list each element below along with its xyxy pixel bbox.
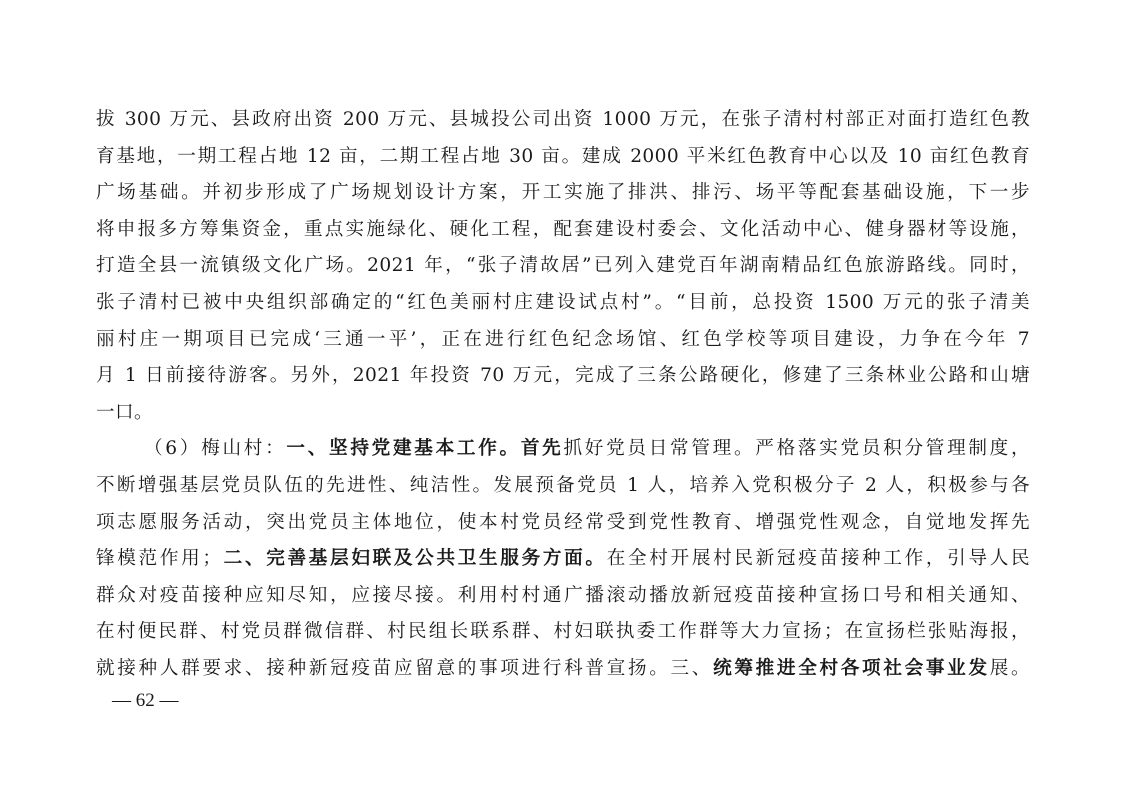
- paragraph-zhangziqing-village: [96, 102, 1030, 431]
- paragraph-meishan-village: [96, 431, 1030, 687]
- bold-heading: 统筹推进全村各项社会事业发: [713, 657, 990, 679]
- text-line: 一口。: [96, 401, 153, 423]
- text-line: 丽村庄一期项目已完成‘三通一平’，正在进行红色纪念场馆、红色学校等项目建设，力争在今年 7: [96, 328, 1030, 350]
- text-line: 在村便民群、村党员群微信群、村民组长联系群、村妇联执委工作群等大力宣扬；在宣扬栏张贴海报，: [96, 621, 1030, 643]
- text-line: 不断增强基层党员队伍的先进性、纯洁性。发展预备党员 1 人，培养入党积极分子 2 人，积极参与各: [96, 474, 1030, 496]
- text-run: 就接种人群要求、接种新冠疫苗应留意的事项进行科普宣扬。三、: [96, 657, 714, 679]
- bold-heading: 一、坚持党建基本工作。首先: [286, 438, 564, 460]
- text-line: 将申报多方筹集资金，重点实施绿化、硬化工程，配套建设村委会、文化活动中心、健身器材等设施，: [96, 218, 1030, 240]
- text-line: 广场基础。并初步形成了广场规划设计方案，开工实施了排洪、排污、场平等配套基础设施，下一步: [96, 182, 1030, 204]
- page-number: — 62 —: [112, 690, 179, 711]
- item-label: （6）梅山村：: [144, 438, 287, 460]
- text-line: 育基地，一期工程占地 12 亩，二期工程占地 30 亩。建成 2000 平米红色教育中心以及 10 亩红色教育: [96, 145, 1030, 167]
- text-line: [96, 651, 1030, 688]
- text-run: 展。: [989, 657, 1030, 679]
- text-line: 打造全县一流镇级文化广场。2021 年，“张子清故居”已列入建党百年湖南精品红色旅游路线。同时，: [96, 255, 1030, 277]
- text-line: 拔 300 万元、县政府出资 200 万元、县城投公司出资 1000 万元，在张子清村村部正对面打造红色教: [96, 109, 1030, 130]
- text-line: [96, 541, 1030, 578]
- text-run: 在全村开展村民新冠疫苗接种工作，引导人民: [606, 548, 1030, 570]
- bold-heading: 二、完善基层妇联及公共卫生服务方面。: [221, 548, 607, 570]
- text-line: 项志愿服务活动，突出党员主体地位，使本村党员经常受到党性教育、增强党性观念，自觉地发挥先: [96, 511, 1030, 533]
- body-text: [96, 102, 1030, 688]
- text-line: 张子清村已被中央组织部确定的“红色美丽村庄建设试点村”。“目前，总投资 1500 万元的张子清美: [96, 291, 1030, 313]
- text-run: 抓好党员日常管理。严格落实党员积分管理制度，: [563, 438, 1030, 460]
- text-run: 锋模范作用；: [96, 548, 222, 570]
- text-line: 月 1 日前接待游客。另外，2021 年投资 70 万元，完成了三条公路硬化，修建了三条林业公路和山塘: [96, 365, 1030, 387]
- text-line: [96, 431, 1030, 468]
- text-line: 群众对疫苗接种应知尽知，应接尽接。利用村村通广播滚动播放新冠疫苗接种宣扬口号和相关通知、: [96, 584, 1030, 606]
